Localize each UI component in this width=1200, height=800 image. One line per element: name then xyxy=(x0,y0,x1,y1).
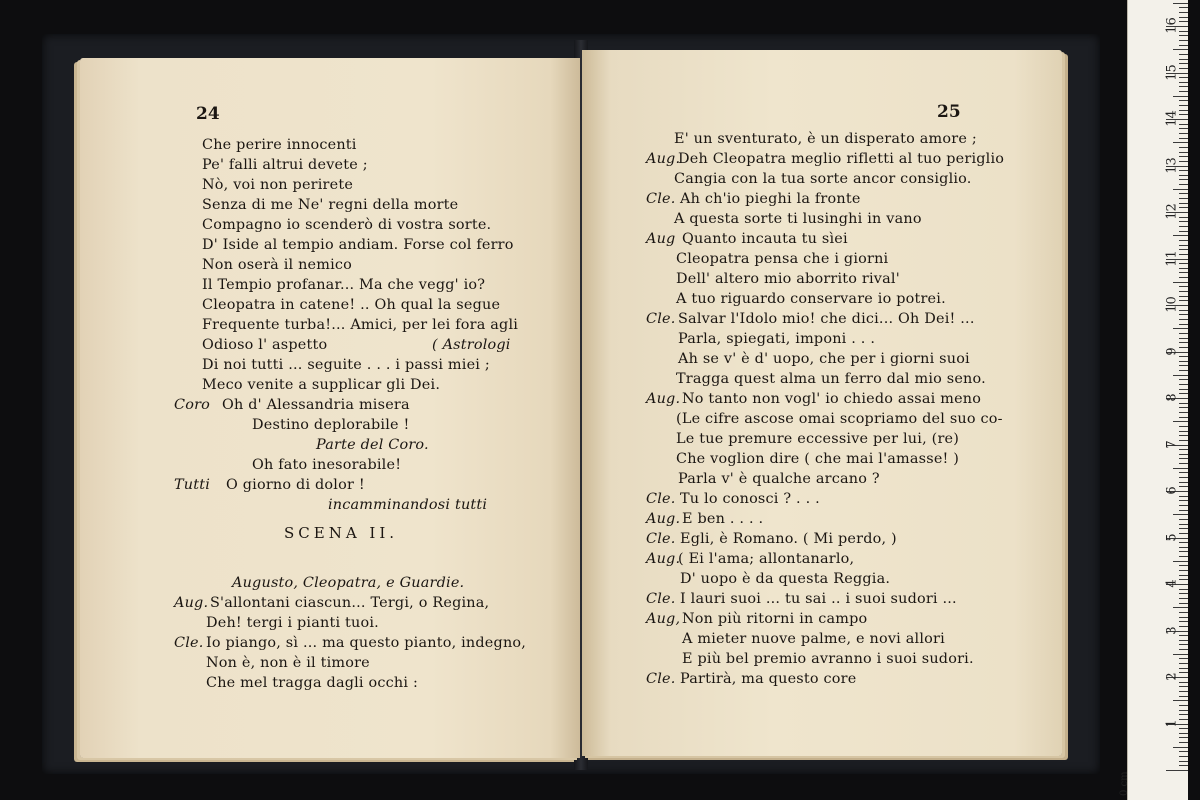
ruler-tick xyxy=(1179,510,1188,511)
ruler-tick xyxy=(1179,361,1188,362)
text-line: Nò, voi non perirete xyxy=(202,177,354,193)
ruler-tick xyxy=(1179,389,1188,390)
ruler-tick xyxy=(1173,49,1188,50)
text-line: Oh fato inesorabile! xyxy=(252,457,402,473)
ruler-tick xyxy=(1179,458,1188,459)
text-line: Compagno io scenderò di vostra sorte. xyxy=(202,217,492,233)
ruler-tick xyxy=(1179,277,1188,278)
ruler-number: 9 xyxy=(1164,346,1180,356)
ruler-tick xyxy=(1179,31,1188,32)
ruler-tick xyxy=(1166,770,1188,771)
ruler-tick xyxy=(1179,496,1188,497)
text-line: Meco venite a supplicar gli Dei. xyxy=(202,377,441,393)
ruler-tick xyxy=(1179,589,1188,590)
text-line: Cleopatra in catene! .. Oh qual la segue xyxy=(202,297,501,313)
ruler-number: 3 xyxy=(1164,625,1180,635)
ruler-tick xyxy=(1179,231,1188,232)
ruler-tick xyxy=(1179,440,1188,441)
ruler-tick xyxy=(1179,193,1188,194)
text-line: Che voglion dire ( che mai l'amasse! ) xyxy=(676,451,960,467)
text-line: Tragga quest alma un ferro dal mio seno. xyxy=(676,371,986,387)
text-line: Egli, è Romano. ( Mi perdo, ) xyxy=(680,531,897,547)
ruler-tick xyxy=(1179,612,1188,613)
ruler-tick xyxy=(1179,226,1188,227)
ruler-number: 7 xyxy=(1164,439,1180,449)
text-line: Aug. xyxy=(646,151,681,167)
text-line: Augusto, Cleopatra, e Guardie. xyxy=(232,575,465,591)
page-number-left: 24 xyxy=(196,104,220,124)
ruler-tick xyxy=(1179,221,1188,222)
ruler-tick xyxy=(1179,296,1188,297)
text-line: Le tue premure eccessive per lui, (re) xyxy=(676,431,960,447)
ruler-tick xyxy=(1173,3,1188,4)
ruler-tick xyxy=(1179,542,1188,543)
ruler-tick xyxy=(1179,156,1188,157)
ruler-tick xyxy=(1179,658,1188,659)
ruler-tick xyxy=(1179,756,1188,757)
ruler-tick xyxy=(1179,417,1188,418)
ruler-tick xyxy=(1179,570,1188,571)
ruler-tick xyxy=(1173,561,1188,562)
ruler-tick xyxy=(1179,426,1188,427)
ruler-tick xyxy=(1179,435,1188,436)
ruler-tick xyxy=(1173,96,1188,97)
ruler-tick xyxy=(1179,714,1188,715)
text-line: Senza di me Ne' regni della morte xyxy=(202,197,459,213)
ruler-tick xyxy=(1179,356,1188,357)
text-line: Ah ch'io pieghi la fronte xyxy=(680,191,861,207)
text-line: A questa sorte ti lusinghi in vano xyxy=(674,211,922,227)
ruler-tick xyxy=(1179,682,1188,683)
text-line: E' un sventurato, è un disperato amore ; xyxy=(674,131,977,147)
text-line: Cle. xyxy=(646,591,676,607)
ruler-tick xyxy=(1179,175,1188,176)
ruler-tick xyxy=(1179,86,1188,87)
text-line: Di noi tutti ... seguite . . . i passi miei ; xyxy=(202,357,490,373)
ruler-tick xyxy=(1179,21,1188,22)
ruler-tick xyxy=(1179,431,1188,432)
ruler-tick xyxy=(1179,379,1188,380)
text-line: E ben . . . . xyxy=(682,511,764,527)
ruler-tick xyxy=(1179,472,1188,473)
text-line: E più bel premio avranno i suoi sudori. xyxy=(682,651,974,667)
ruler-tick xyxy=(1179,207,1188,208)
ruler-number: 11 xyxy=(1164,249,1180,267)
ruler-tick xyxy=(1179,203,1188,204)
ruler-tick xyxy=(1179,170,1188,171)
ruler-tick xyxy=(1179,91,1188,92)
ruler-tick xyxy=(1179,249,1188,250)
ruler-tick xyxy=(1179,393,1188,394)
ruler-tick xyxy=(1179,640,1188,641)
ruler-number: 6 xyxy=(1164,486,1180,495)
ruler-tick xyxy=(1179,626,1188,627)
ruler-tick xyxy=(1179,347,1188,348)
ruler-tick xyxy=(1179,138,1188,139)
ruler-tick xyxy=(1179,370,1188,371)
ruler-tick xyxy=(1179,705,1188,706)
text-line: Tu lo conosci ? . . . xyxy=(680,491,820,507)
text-line: O giorno di dolor ! xyxy=(226,477,365,493)
text-line: I lauri suoi ... tu sai .. i suoi sudori ... xyxy=(680,591,957,607)
text-line: Cle. xyxy=(646,671,676,687)
ruler-tick xyxy=(1179,12,1188,13)
ruler-tick xyxy=(1173,747,1188,748)
ruler-tick xyxy=(1179,35,1188,36)
ruler-tick xyxy=(1173,375,1188,376)
ruler-tick xyxy=(1179,505,1188,506)
ruler-tick xyxy=(1179,751,1188,752)
ruler-tick xyxy=(1179,333,1188,334)
ruler-number: 1 xyxy=(1164,718,1180,728)
ruler-tick xyxy=(1179,737,1188,738)
text-line: Aug xyxy=(646,231,676,247)
text-line: Deh Cleopatra meglio rifletti al tuo periglio xyxy=(678,151,1005,167)
text-line: Che perire innocenti xyxy=(202,137,357,153)
text-line: Aug. xyxy=(646,391,681,407)
ruler-tick xyxy=(1179,286,1188,287)
ruler-tick xyxy=(1179,644,1188,645)
ruler-tick xyxy=(1179,742,1188,743)
ruler-unit-label: 0 cm xyxy=(1119,771,1130,796)
text-line: Non più ritorni in campo xyxy=(682,611,868,627)
ruler-number: 8 xyxy=(1164,393,1180,402)
ruler-tick xyxy=(1179,556,1188,557)
text-line: Aug. xyxy=(646,511,681,527)
ruler-tick xyxy=(1179,593,1188,594)
ruler-tick xyxy=(1179,500,1188,501)
text-line: Aug. xyxy=(646,551,681,567)
text-line: Parla, spiegati, imponi . . . xyxy=(678,331,876,347)
ruler-tick xyxy=(1179,524,1188,525)
ruler-tick xyxy=(1179,477,1188,478)
ruler-tick xyxy=(1179,198,1188,199)
ruler-tick xyxy=(1173,607,1188,608)
ruler-tick xyxy=(1179,152,1188,153)
ruler-number: 13 xyxy=(1164,156,1180,174)
ruler-number: 14 xyxy=(1164,110,1180,127)
ruler-number: 5 xyxy=(1164,532,1180,542)
ruler-tick xyxy=(1173,700,1188,701)
ruler-tick xyxy=(1179,342,1188,343)
text-line: ( Ei l'ama; allontanarlo, xyxy=(678,551,855,567)
ruler-number: 2 xyxy=(1164,672,1180,681)
ruler-tick xyxy=(1179,579,1188,580)
ruler-tick xyxy=(1179,319,1188,320)
ruler-tick xyxy=(1179,245,1188,246)
ruler-tick xyxy=(1179,54,1188,55)
text-line: Frequente turba!... Amici, per lei fora agli xyxy=(202,317,519,333)
text-line: A tuo riguardo conservare io potrei. xyxy=(676,291,946,307)
ruler-tick xyxy=(1179,324,1188,325)
text-line: Cle. xyxy=(174,635,204,651)
right-page xyxy=(582,50,1062,756)
ruler-tick xyxy=(1179,179,1188,180)
ruler-tick xyxy=(1179,575,1188,576)
ruler-tick xyxy=(1179,17,1188,18)
ruler-tick xyxy=(1179,184,1188,185)
ruler-tick xyxy=(1179,733,1188,734)
ruler-number: 16 xyxy=(1164,17,1180,34)
ruler-tick xyxy=(1173,282,1188,283)
ruler-tick xyxy=(1179,663,1188,664)
scena-heading: SCENA II. xyxy=(284,524,399,542)
ruler-tick xyxy=(1179,59,1188,60)
ruler-tick xyxy=(1179,412,1188,413)
text-line: S'allontani ciascun... Tergi, o Regina, xyxy=(210,595,490,611)
text-line: Odioso l' aspetto xyxy=(202,337,328,353)
ruler-tick xyxy=(1179,291,1188,292)
ruler-tick xyxy=(1179,77,1188,78)
ruler-tick xyxy=(1179,454,1188,455)
text-line: Coro xyxy=(174,397,211,413)
ruler-tick xyxy=(1179,124,1188,125)
ruler-tick xyxy=(1179,105,1188,106)
ruler-number: 10 xyxy=(1164,296,1180,313)
ruler-tick xyxy=(1179,765,1188,766)
measuring-ruler xyxy=(1119,0,1188,800)
ruler-tick xyxy=(1179,365,1188,366)
ruler-tick xyxy=(1173,468,1188,469)
ruler-tick xyxy=(1179,263,1188,264)
ruler-tick xyxy=(1179,691,1188,692)
text-line: Partirà, ma questo core xyxy=(680,671,857,687)
ruler-tick xyxy=(1179,45,1188,46)
ruler-tick xyxy=(1179,114,1188,115)
ruler-tick xyxy=(1173,654,1188,655)
ruler-tick xyxy=(1179,254,1188,255)
text-line: Cangia con la tua sorte ancor consiglio. xyxy=(674,171,972,187)
ruler-tick xyxy=(1179,668,1188,669)
ruler-tick xyxy=(1179,40,1188,41)
ruler-tick xyxy=(1179,128,1188,129)
text-line: Parla v' è qualche arcano ? xyxy=(678,471,880,487)
ruler-tick xyxy=(1179,533,1188,534)
ruler-tick xyxy=(1179,621,1188,622)
ruler-tick xyxy=(1173,328,1188,329)
text-line: Il Tempio profanar... Ma che vegg' io? xyxy=(202,277,486,293)
ruler-number: 4 xyxy=(1164,579,1180,588)
text-line: D' uopo è da questa Reggia. xyxy=(680,571,891,587)
ruler-tick xyxy=(1179,133,1188,134)
ruler-tick xyxy=(1179,551,1188,552)
ruler-number: 12 xyxy=(1164,203,1180,220)
ruler-tick xyxy=(1179,217,1188,218)
text-line: incamminandosi tutti xyxy=(328,497,488,513)
ruler-tick xyxy=(1179,482,1188,483)
text-line: No tanto non vogl' io chiedo assai meno xyxy=(682,391,982,407)
ruler-tick xyxy=(1179,761,1188,762)
ruler-tick xyxy=(1179,240,1188,241)
ruler-tick xyxy=(1173,189,1188,190)
ruler-tick xyxy=(1179,519,1188,520)
ruler-tick xyxy=(1179,449,1188,450)
text-line: D' Iside al tempio andiam. Forse col ferro xyxy=(202,237,514,253)
text-line: Pe' falli altrui devete ; xyxy=(202,157,368,173)
ruler-tick xyxy=(1179,635,1188,636)
ruler-tick xyxy=(1179,617,1188,618)
text-line: Cleopatra pensa che i giorni xyxy=(676,251,889,267)
text-line: Cle. xyxy=(646,491,676,507)
ruler-tick xyxy=(1179,147,1188,148)
ruler-tick xyxy=(1173,235,1188,236)
ruler-tick xyxy=(1179,403,1188,404)
left-page xyxy=(80,58,580,758)
ruler-tick xyxy=(1179,63,1188,64)
ruler-tick xyxy=(1179,649,1188,650)
ruler-tick xyxy=(1179,528,1188,529)
ruler-tick xyxy=(1179,68,1188,69)
text-line: Salvar l'Idolo mio! che dici... Oh Dei! ... xyxy=(678,311,975,327)
text-line: A mieter nuove palme, e novi allori xyxy=(682,631,945,647)
ruler-tick xyxy=(1179,686,1188,687)
text-line: Tutti xyxy=(174,477,211,493)
page-number-right: 25 xyxy=(937,102,961,122)
ruler-tick xyxy=(1179,384,1188,385)
ruler-tick xyxy=(1179,100,1188,101)
text-line: Aug, xyxy=(646,611,681,627)
ruler-tick xyxy=(1179,310,1188,311)
text-line: Ah se v' è d' uopo, che per i giorni suoi xyxy=(678,351,970,367)
ruler-tick xyxy=(1179,728,1188,729)
text-line: (Le cifre ascose omai scopriamo del suo co- xyxy=(676,411,1003,427)
text-line: Io piango, sì ... ma questo pianto, indegno, xyxy=(206,635,527,651)
ruler-tick xyxy=(1179,161,1188,162)
ruler-tick xyxy=(1179,268,1188,269)
text-line: Aug. xyxy=(174,595,209,611)
text-line: Oh d' Alessandria misera xyxy=(222,397,410,413)
ruler-tick xyxy=(1179,696,1188,697)
text-line: Non è, non è il timore xyxy=(206,655,370,671)
text-line: Parte del Coro. xyxy=(316,437,429,453)
ruler-tick xyxy=(1179,407,1188,408)
ruler-tick xyxy=(1179,314,1188,315)
text-line: Cle. xyxy=(646,191,676,207)
text-line: Non oserà il nemico xyxy=(202,257,353,273)
ruler-tick xyxy=(1173,421,1188,422)
ruler-tick xyxy=(1179,598,1188,599)
ruler-tick xyxy=(1179,603,1188,604)
ruler-tick xyxy=(1179,110,1188,111)
text-line: Cle. xyxy=(646,311,676,327)
text-line: Che mel tragga dagli occhi : xyxy=(206,675,418,691)
ruler-tick xyxy=(1179,7,1188,8)
ruler-tick xyxy=(1173,514,1188,515)
ruler-tick xyxy=(1179,82,1188,83)
text-line: Quanto incauta tu sìei xyxy=(682,231,848,247)
ruler-tick xyxy=(1179,719,1188,720)
text-line: ( Astrologi xyxy=(432,337,511,353)
text-line: Deh! tergi i pianti tuoi. xyxy=(206,615,379,631)
ruler-tick xyxy=(1179,272,1188,273)
ruler-tick xyxy=(1179,565,1188,566)
ruler-tick xyxy=(1179,547,1188,548)
ruler-tick xyxy=(1179,710,1188,711)
text-line: Dell' altero mio aborrito rival' xyxy=(676,271,900,287)
ruler-tick xyxy=(1179,486,1188,487)
ruler-tick xyxy=(1179,300,1188,301)
ruler-tick xyxy=(1179,672,1188,673)
ruler-tick xyxy=(1179,338,1188,339)
ruler-tick xyxy=(1173,142,1188,143)
text-line: Cle. xyxy=(646,531,676,547)
ruler-number: 15 xyxy=(1164,63,1180,81)
text-line: Destino deplorabile ! xyxy=(252,417,410,433)
ruler-tick xyxy=(1179,463,1188,464)
